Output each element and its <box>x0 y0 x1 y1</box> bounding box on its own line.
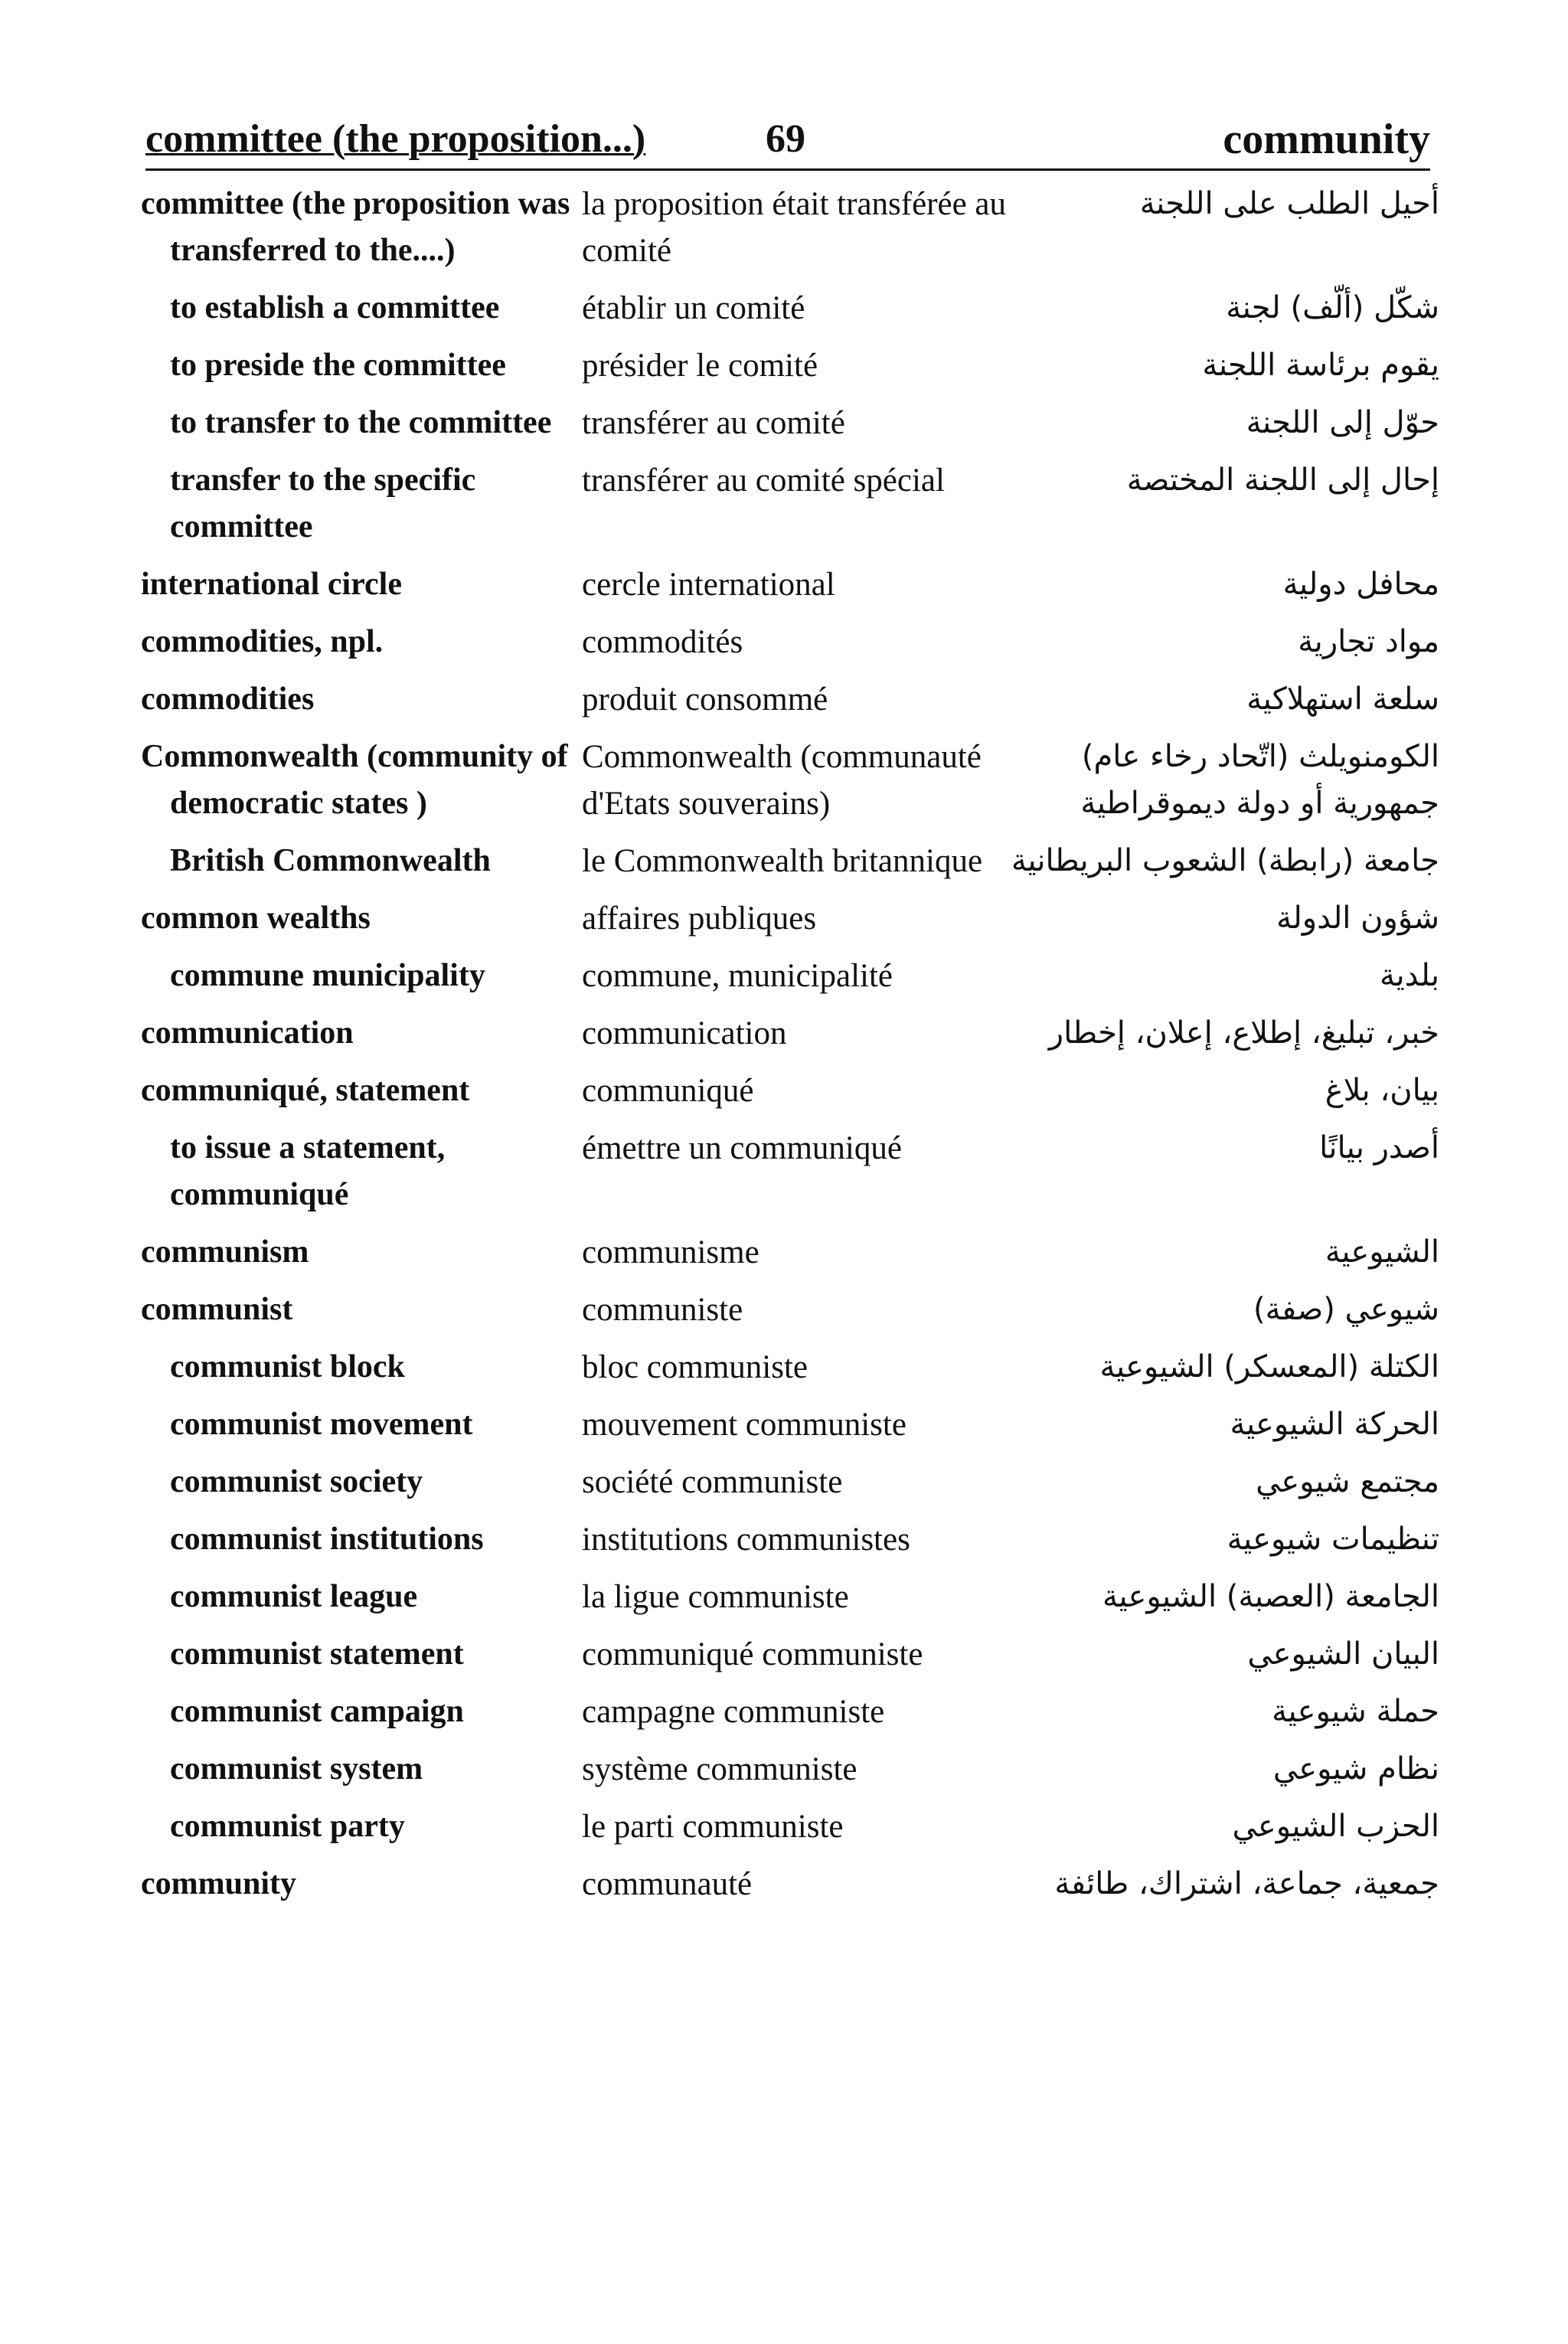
header-rule <box>145 168 1430 171</box>
entry-arabic: شؤون الدولة <box>1276 901 1439 936</box>
entry-english: communist institutions <box>170 1522 484 1557</box>
entry-english: common wealths <box>141 901 371 936</box>
entry-french: communisme <box>582 1234 760 1270</box>
dictionary-entry <box>0 181 1568 274</box>
entry-french: système communiste <box>582 1751 858 1787</box>
dictionary-entry <box>0 1746 1568 1793</box>
entry-french: la ligue communiste <box>582 1579 849 1615</box>
entry-english: communist society <box>170 1464 423 1499</box>
entry-french: transférer au comité <box>582 405 845 441</box>
dictionary-entry <box>0 400 1568 446</box>
dictionary-entry <box>0 1010 1568 1057</box>
dictionary-entry <box>0 1229 1568 1276</box>
entry-french: communication <box>582 1015 787 1051</box>
entry-arabic: نظام شيوعي <box>1272 1751 1439 1787</box>
entry-french: campagne communiste <box>582 1694 885 1730</box>
entry-arabic: بلدية <box>1380 958 1439 993</box>
entry-french: communiqué <box>582 1073 754 1109</box>
entry-english: communism <box>141 1234 309 1270</box>
entry-english: commodities, npl. <box>141 624 384 659</box>
dictionary-entry <box>0 1286 1568 1333</box>
dictionary-entry <box>0 895 1568 942</box>
entry-arabic: مجتمع شيوعي <box>1256 1464 1439 1499</box>
entry-french: commune, municipalité <box>582 958 893 994</box>
dictionary-entry <box>0 457 1568 551</box>
entry-arabic: حملة شيوعية <box>1272 1694 1439 1729</box>
entry-arabic: الكتلة (المعسكر) الشيوعية <box>1099 1349 1439 1384</box>
entry-french: établir un comité <box>582 290 805 326</box>
entry-arabic: أحيل الطلب على اللجنة <box>1139 186 1439 221</box>
entry-english: communication <box>141 1015 354 1051</box>
entry-french: communiqué communiste <box>582 1636 923 1672</box>
dictionary-entry <box>0 1516 1568 1563</box>
entry-english: international circle <box>141 567 402 602</box>
entry-french: affaires publiques <box>582 901 817 937</box>
entry-english: to issue a statement, communiqué <box>170 1130 446 1212</box>
entry-english: to establish a committee <box>170 290 500 325</box>
dictionary-entry <box>0 1344 1568 1391</box>
entry-english: to transfer to the committee <box>170 405 552 440</box>
entry-english: communiqué, statement <box>141 1073 470 1108</box>
header-left-guide-word: committee (the proposition...) <box>145 117 646 161</box>
entry-english: communist party <box>170 1809 405 1844</box>
entry-arabic: سلعة استهلاكية <box>1246 682 1439 717</box>
entry-english: communist movement <box>170 1407 473 1442</box>
header-right-guide-word: community <box>1223 116 1430 163</box>
entry-arabic: خبر، تبليغ، إطلاع، إعلان، إخطار <box>1048 1015 1439 1051</box>
entry-arabic: الحركة الشيوعية <box>1230 1407 1439 1442</box>
dictionary-entry <box>0 1631 1568 1678</box>
entry-english: commune municipality <box>170 958 485 993</box>
entry-french: le Commonwealth britannique <box>582 843 983 879</box>
entry-arabic: يقوم برئاسة اللجنة <box>1202 348 1439 383</box>
entry-arabic: شكّل (ألّف) لجنة <box>1226 290 1439 325</box>
entry-arabic: الكومنويلث (اتّحاد رخاء عام) جمهورية أو دولة ديموقراطية <box>1080 739 1439 821</box>
entry-english: communist system <box>170 1751 423 1787</box>
entry-french: le parti communiste <box>582 1809 844 1845</box>
dictionary-entry <box>0 1067 1568 1114</box>
entry-french: mouvement communiste <box>582 1407 906 1443</box>
dictionary-entry <box>0 1459 1568 1505</box>
entry-french: bloc communiste <box>582 1349 808 1385</box>
entry-french: produit consommé <box>582 682 828 718</box>
dictionary-entry <box>0 285 1568 332</box>
dictionary-entry <box>0 1803 1568 1850</box>
entry-english: Commonwealth (community of democratic states ) <box>141 739 568 821</box>
entry-french: cercle international <box>582 567 835 603</box>
entry-english: commodities <box>141 682 315 717</box>
dictionary-entry <box>0 1574 1568 1620</box>
entry-french: société communiste <box>582 1464 843 1500</box>
dictionary-entries <box>0 181 1568 1918</box>
entry-english: transfer to the specific committee <box>170 463 476 544</box>
entry-arabic: مواد تجارية <box>1298 624 1439 659</box>
entry-english: communist league <box>170 1579 418 1614</box>
entry-arabic: حوّل إلى اللجنة <box>1246 405 1439 440</box>
entry-english: committee (the proposition was transferred to the....) <box>141 186 570 268</box>
dictionary-entry <box>0 1125 1568 1218</box>
entry-french: communauté <box>582 1866 753 1902</box>
entry-arabic: جمعية، جماعة، اشتراك، طائفة <box>1054 1866 1439 1901</box>
entry-arabic: أصدر بيانًا <box>1319 1130 1439 1165</box>
entry-arabic: بيان، بلاغ <box>1325 1073 1439 1108</box>
entry-arabic: تنظيمات شيوعية <box>1227 1522 1439 1557</box>
entry-english: British Commonwealth <box>170 843 491 878</box>
entry-english: communist statement <box>170 1636 464 1672</box>
dictionary-entry <box>0 1401 1568 1448</box>
entry-french: présider le comité <box>582 348 818 384</box>
entry-arabic: الحزب الشيوعي <box>1232 1809 1439 1844</box>
dictionary-entry <box>0 619 1568 665</box>
entry-french: institutions communistes <box>582 1522 910 1558</box>
entry-french: Commonwealth (communauté d'Etats souverains) <box>582 739 982 822</box>
dictionary-entry <box>0 561 1568 608</box>
dictionary-entry <box>0 953 1568 999</box>
dictionary-entry <box>0 676 1568 723</box>
entry-arabic: الشيوعية <box>1325 1234 1439 1270</box>
entry-french: commodités <box>582 624 743 660</box>
entry-english: communist campaign <box>170 1694 464 1729</box>
entry-french: la proposition était transférée au comité <box>582 186 1007 269</box>
entry-english: communist block <box>170 1349 405 1384</box>
running-header <box>145 115 1430 170</box>
entry-english: communist <box>141 1292 293 1327</box>
dictionary-entry <box>0 1689 1568 1735</box>
dictionary-entry <box>0 838 1568 884</box>
entry-arabic: الجامعة (العصبة) الشيوعية <box>1102 1579 1439 1614</box>
entry-arabic: إحال إلى اللجنة المختصة <box>1126 463 1439 498</box>
entry-arabic: البيان الشيوعي <box>1247 1636 1439 1672</box>
entry-arabic: محافل دولية <box>1282 567 1439 602</box>
page-number: 69 <box>766 117 805 161</box>
entry-french: transférer au comité spécial <box>582 463 945 499</box>
entry-french: communiste <box>582 1292 743 1328</box>
dictionary-entry <box>0 1861 1568 1908</box>
entry-arabic: جامعة (رابطة) الشعوب البريطانية <box>1011 843 1439 878</box>
entry-english: community <box>141 1866 296 1901</box>
dictionary-entry <box>0 342 1568 389</box>
entry-french: émettre un communiqué <box>582 1130 902 1166</box>
entry-english: to preside the committee <box>170 348 506 383</box>
dictionary-entry <box>0 734 1568 827</box>
entry-arabic: شيوعي (صفة) <box>1253 1292 1439 1327</box>
